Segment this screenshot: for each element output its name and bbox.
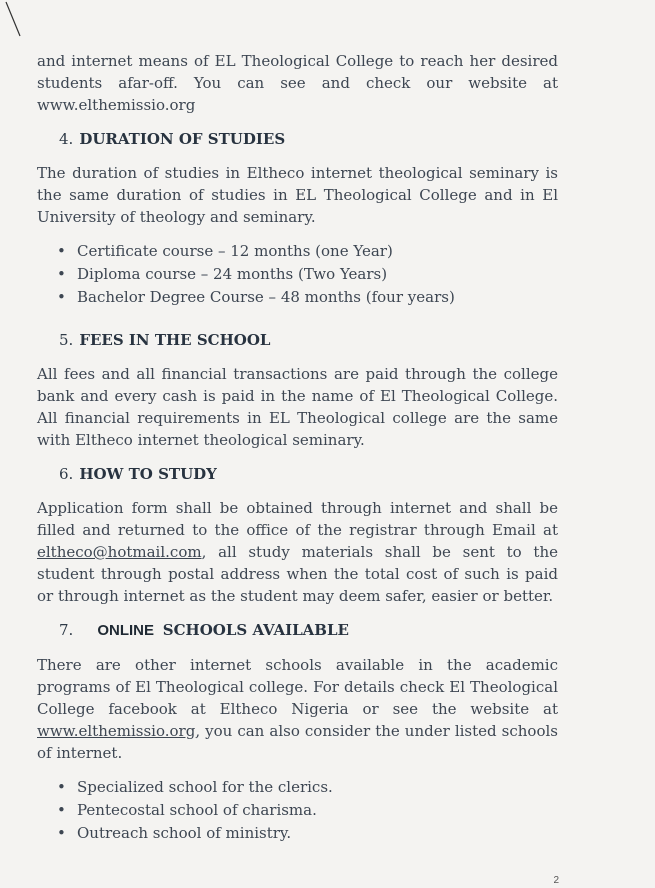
intro-paragraph: and internet means of EL Theological College to reach her desired students afar-off. You can see and check our website at www.elthemissio.org xyxy=(37,52,558,114)
bullet-icon: • xyxy=(57,288,66,306)
list-item: • Pentecostal school of charisma. xyxy=(57,799,558,822)
bullet-icon: • xyxy=(57,824,66,842)
list-item: • Certificate course – 12 months (one Year) xyxy=(57,240,558,263)
bullet-icon: • xyxy=(57,242,66,260)
online-schools-list xyxy=(37,776,558,845)
section-4-body: The duration of studies in Eltheco internet theological seminary is the same duration of studies in EL Theological College and in El University of theology and seminary. xyxy=(37,164,558,226)
section-6-title: HOW TO STUDY xyxy=(79,465,217,483)
section-5-heading xyxy=(37,329,558,351)
scan-mark xyxy=(4,0,22,40)
section-7-heading xyxy=(37,619,558,642)
document-page xyxy=(37,50,558,845)
section-4-title: DURATION OF STUDIES xyxy=(79,130,286,148)
section-6-number: 6. xyxy=(59,465,74,483)
email-link[interactable]: eltheco@hotmail.com xyxy=(37,543,202,561)
section-7-title: SCHOOLS AVAILABLE xyxy=(162,621,349,639)
section-5-body: All fees and all financial transactions are paid through the college bank and every cash is paid in the name of El Theological College. All financial requirements in EL Theological college are the same with Eltheco internet theological seminary. xyxy=(37,365,558,449)
section-7-number: 7. xyxy=(59,621,74,639)
section-7-title-word: ONLINE xyxy=(97,622,154,639)
list-item: • Diploma course – 24 months (Two Years) xyxy=(57,263,558,286)
section-5-title: FEES IN THE SCHOOL xyxy=(79,331,271,349)
bullet-icon: • xyxy=(57,265,66,283)
section-6-heading xyxy=(37,463,558,485)
section-4-heading xyxy=(37,128,558,150)
website-link[interactable]: www.elthemissio.org xyxy=(37,722,196,740)
section-7-body: There are other internet schools available in the academic programs of El Theological college. For details check El Theological College facebook at Eltheco Nigeria or see the website at www.elthemissio.org, you can also consider the under listed schools of internet. xyxy=(37,656,558,762)
section-6-body: Application form shall be obtained through internet and shall be filled and returned to the office of the registrar through Email at eltheco@hotmail.com, all study materials shall be sent to the student through postal address when the total cost of such is paid or through internet as the student may deem safer, easier or better. xyxy=(37,499,558,605)
duration-list xyxy=(37,240,558,309)
page-number: 2 xyxy=(553,875,559,886)
section-5-number: 5. xyxy=(59,331,74,349)
list-item: • Outreach school of ministry. xyxy=(57,822,558,845)
section-4-number: 4. xyxy=(59,130,74,148)
list-item: • Bachelor Degree Course – 48 months (four years) xyxy=(57,286,558,309)
bullet-icon: • xyxy=(57,778,66,796)
bullet-icon: • xyxy=(57,801,66,819)
list-item: • Specialized school for the clerics. xyxy=(57,776,558,799)
